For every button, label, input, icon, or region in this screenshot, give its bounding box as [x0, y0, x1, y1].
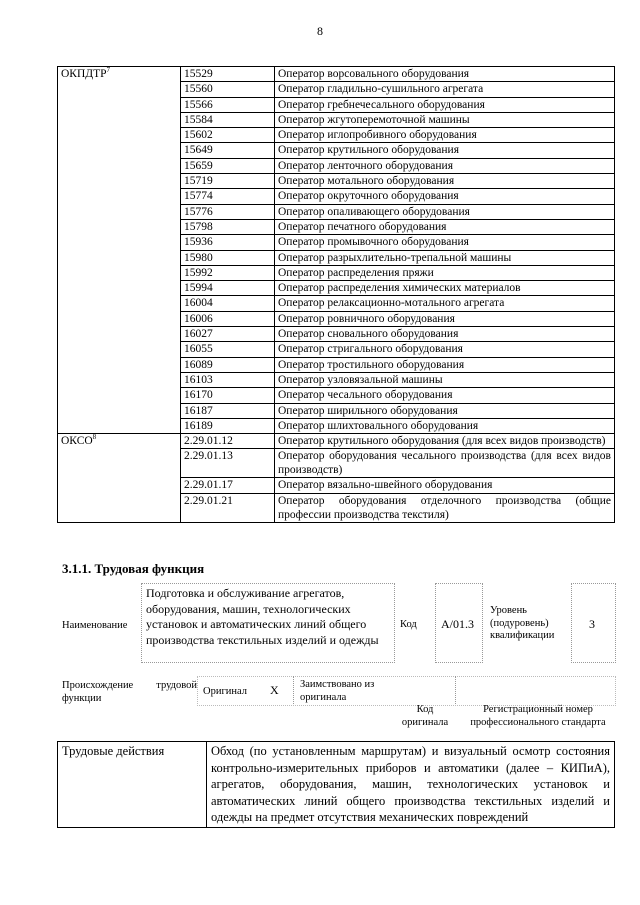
reg-number-label: Регистрационный номер профессионального стандарта — [470, 704, 606, 728]
classifier-code: 15566 — [181, 97, 275, 112]
section-heading: 3.1.1. Трудовая функция — [62, 561, 205, 576]
classifier-code: 2.29.01.13 — [181, 449, 275, 478]
original-mark: X — [270, 683, 279, 697]
origin-label: Происхождение трудовой функции — [62, 680, 197, 704]
classifier-code: 2.29.01.12 — [181, 434, 275, 449]
classifier-code: 16004 — [181, 296, 275, 311]
classifier-code: 15980 — [181, 250, 275, 265]
classifier-title: Оператор мотального оборудования — [275, 174, 615, 189]
labor-actions-label: Трудовые действия — [58, 742, 207, 828]
classifier-code: 15992 — [181, 265, 275, 280]
okso-classifier-name — [58, 434, 181, 523]
code-value: A/01.3 — [441, 617, 474, 631]
classifier-code: 2.29.01.17 — [181, 478, 275, 493]
classifier-title: Оператор чесального оборудования — [275, 388, 615, 403]
classifier-row — [58, 434, 615, 449]
classifier-title: Оператор ленточного оборудования — [275, 158, 615, 173]
okpdtr-classifier-name — [58, 67, 181, 434]
footnote-mark: 8 — [92, 433, 97, 442]
original-label: Оригинал — [203, 686, 247, 697]
classifier-code: 15776 — [181, 204, 275, 219]
classifier-code: 16103 — [181, 372, 275, 387]
borrowed-label: Заимствовано из оригинала — [300, 679, 375, 703]
classifier-title: Оператор вязально-швейного оборудования — [275, 478, 615, 493]
classifier-code: 15659 — [181, 158, 275, 173]
level-value: 3 — [589, 617, 595, 631]
classifier-title: Оператор крутильного оборудования (для всех видов производств) — [275, 434, 615, 449]
classifier-row — [58, 67, 615, 82]
classifier-title: Оператор иглопробивного оборудования — [275, 128, 615, 143]
classifier-title: Оператор ворсовального оборудования — [275, 67, 615, 82]
classifier-title: Оператор оборудования чесального производства (для всех видов производств) — [275, 449, 615, 478]
classifier-code: 16027 — [181, 327, 275, 342]
classifier-title: Оператор стригального оборудования — [275, 342, 615, 357]
classifier-code: 15602 — [181, 128, 275, 143]
classifier-code: 15529 — [181, 67, 275, 82]
classifier-title: Оператор крутильного оборудования — [275, 143, 615, 158]
classifier-code: 16006 — [181, 311, 275, 326]
classifier-code: 16089 — [181, 357, 275, 372]
classifier-code: 16055 — [181, 342, 275, 357]
classifier-title: Оператор тростильного оборудования — [275, 357, 615, 372]
name-label: Наименование — [62, 620, 128, 631]
classifier-title: Оператор ширильного оборудования — [275, 403, 615, 418]
classifier-table — [57, 66, 615, 523]
classifier-title: Оператор окруточного оборудования — [275, 189, 615, 204]
classifier-code: 16170 — [181, 388, 275, 403]
page-number: 8 — [317, 24, 323, 38]
classifier-title: Оператор печатного оборудования — [275, 219, 615, 234]
classifier-code: 2.29.01.21 — [181, 493, 275, 522]
classifier-code: 15936 — [181, 235, 275, 250]
classifier-code: 16189 — [181, 418, 275, 433]
classifier-title: Оператор промывочного оборудования — [275, 235, 615, 250]
classifier-code: 15584 — [181, 112, 275, 127]
classifier-label: ОКСО — [61, 435, 93, 448]
classifier-code: 16187 — [181, 403, 275, 418]
level-label: Уровень (подуровень) квалификации — [490, 605, 555, 641]
labor-actions-table — [57, 741, 615, 828]
classifier-title: Оператор распределения пряжи — [275, 265, 615, 280]
classifier-title: Оператор сновального оборудования — [275, 327, 615, 342]
classifier-title: Оператор опаливающего оборудования — [275, 204, 615, 219]
classifier-title: Оператор релаксационно-мотального агрегата — [275, 296, 615, 311]
classifier-code: 15774 — [181, 189, 275, 204]
code-label: Код — [400, 619, 417, 630]
origin-divider — [293, 676, 294, 704]
origin-divider-2 — [455, 676, 456, 704]
classifier-title: Оператор гладильно-сушильного агрегата — [275, 82, 615, 97]
footnote-mark: 7 — [106, 66, 111, 75]
classifier-title: Оператор оборудования отделочного производства (общие профессии производства текстиля) — [275, 493, 615, 522]
classifier-title: Оператор распределения химических материалов — [275, 281, 615, 296]
classifier-title: Оператор гребнечесального оборудования — [275, 97, 615, 112]
classifier-title: Оператор шлихтовального оборудования — [275, 418, 615, 433]
classifier-title: Оператор узловязальной машины — [275, 372, 615, 387]
classifier-label: ОКПДТР — [61, 68, 107, 80]
labor-actions-text: Обход (по установленным маршрутам) и визуальный осмотр состояния контрольно-измерительных приборов и автоматики (далее – КИПиА), агрегатов, оборудования, машин, технологических установок и автоматических линий общего производства текстильных изделий и одежды на предмет отсутствия механических повреждений — [207, 742, 615, 828]
classifier-code: 15719 — [181, 174, 275, 189]
classifier-code: 15649 — [181, 143, 275, 158]
classifier-code: 15994 — [181, 281, 275, 296]
classifier-code: 15798 — [181, 219, 275, 234]
code-original-label: Код оригинала — [401, 704, 449, 728]
classifier-title: Оператор ровничного оборудования — [275, 311, 615, 326]
classifier-title: Оператор разрыхлительно-трепальной машины — [275, 250, 615, 265]
function-name: Подготовка и обслуживание агрегатов, оборудования, машин, технологических установок и автоматических линий общего производства текстильных изделий и одежды — [146, 586, 379, 647]
classifier-title: Оператор жгутоперемоточной машины — [275, 112, 615, 127]
classifier-code: 15560 — [181, 82, 275, 97]
origin-box — [197, 676, 616, 706]
